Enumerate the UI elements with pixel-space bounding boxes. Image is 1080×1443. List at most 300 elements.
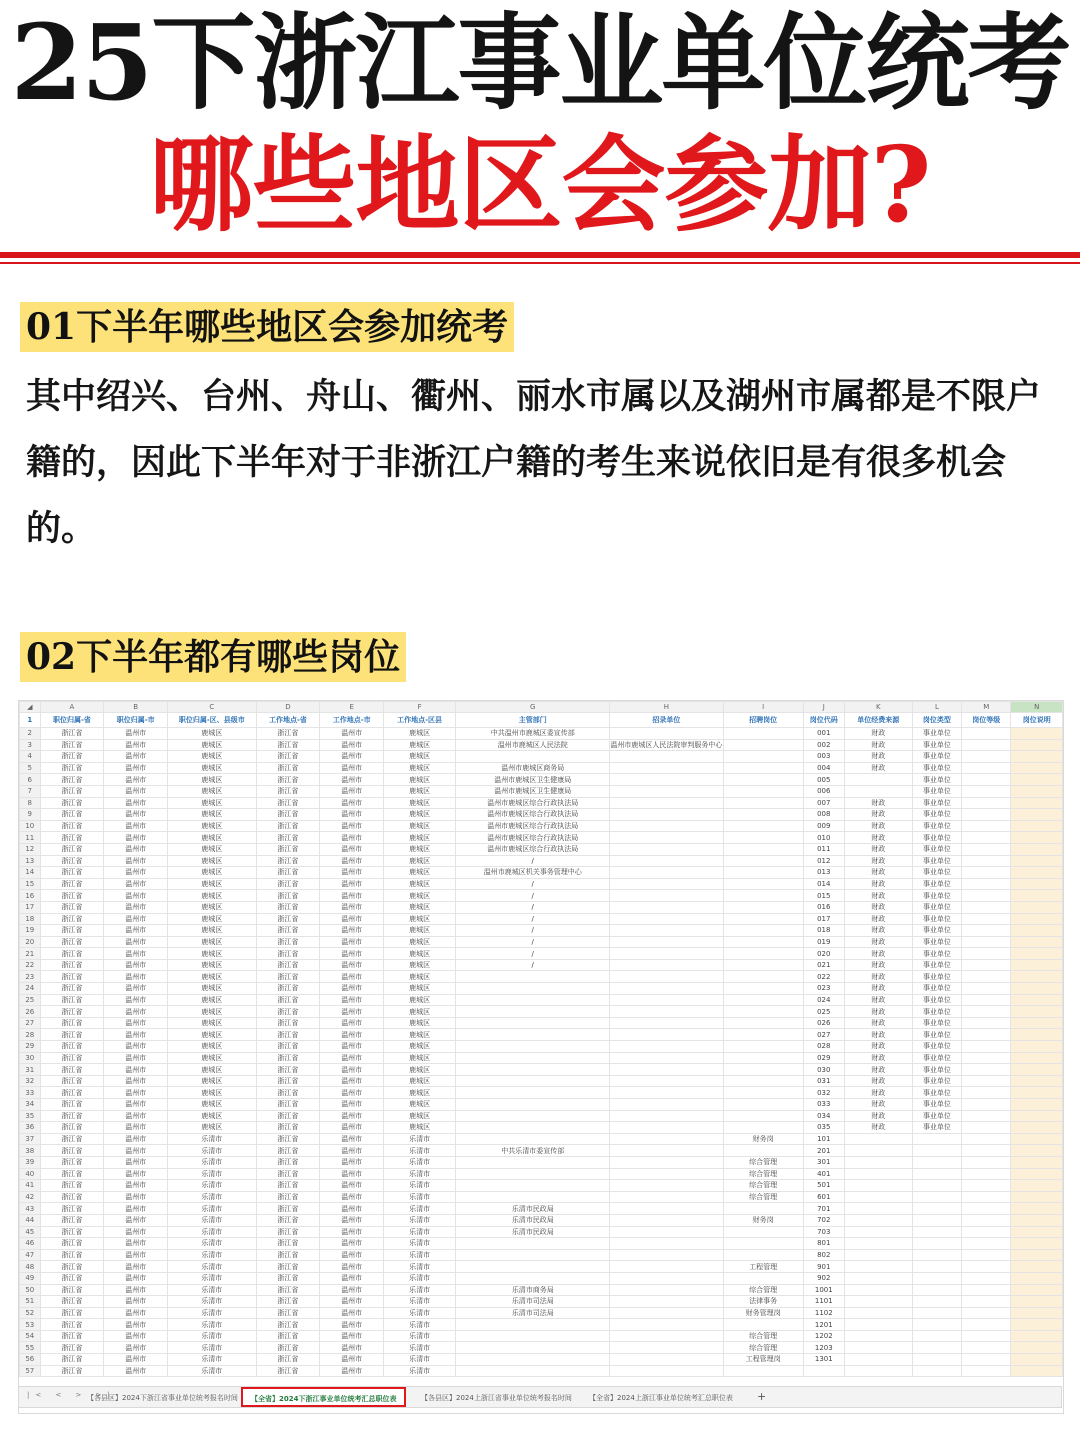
table-cell[interactable] <box>844 1261 912 1273</box>
table-cell[interactable] <box>1011 1319 1063 1331</box>
table-cell[interactable] <box>1011 1133 1063 1145</box>
row-number[interactable]: 55 <box>20 1342 41 1354</box>
table-cell[interactable] <box>1011 797 1063 809</box>
table-cell[interactable] <box>1011 1307 1063 1319</box>
table-cell[interactable] <box>844 1307 912 1319</box>
table-cell[interactable] <box>912 1330 961 1342</box>
table-cell[interactable]: 财政 <box>844 797 912 809</box>
table-cell[interactable]: 鹿城区 <box>384 785 456 797</box>
table-cell[interactable] <box>456 1006 610 1018</box>
table-cell[interactable] <box>1011 971 1063 983</box>
table-cell[interactable]: 乐清市 <box>168 1342 256 1354</box>
table-cell[interactable]: 浙江省 <box>40 1099 104 1111</box>
table-cell[interactable]: 浙江省 <box>256 1122 320 1134</box>
column-letter-E[interactable]: E <box>320 702 384 713</box>
table-cell[interactable] <box>912 1284 961 1296</box>
table-cell[interactable] <box>912 1180 961 1192</box>
table-cell[interactable]: 浙江省 <box>256 1319 320 1331</box>
table-cell[interactable]: 浙江省 <box>256 925 320 937</box>
table-cell[interactable]: 010 <box>803 832 844 844</box>
table-cell[interactable]: 乐清市 <box>384 1168 456 1180</box>
table-cell[interactable]: 浙江省 <box>40 1354 104 1366</box>
table-cell[interactable] <box>912 1191 961 1203</box>
table-cell[interactable]: 乐清市 <box>168 1180 256 1192</box>
table-cell[interactable] <box>844 1365 912 1377</box>
table-cell[interactable] <box>610 959 723 971</box>
table-cell[interactable]: 浙江省 <box>256 1354 320 1366</box>
table-cell[interactable] <box>610 878 723 890</box>
table-cell[interactable] <box>1011 809 1063 821</box>
table-cell[interactable]: 乐清市 <box>384 1354 456 1366</box>
table-cell[interactable] <box>723 785 803 797</box>
table-cell[interactable]: 003 <box>803 751 844 763</box>
table-cell[interactable]: 乐清市 <box>168 1296 256 1308</box>
table-cell[interactable]: 温州市 <box>104 739 168 751</box>
table-cell[interactable]: 乐清市 <box>168 1272 256 1284</box>
table-cell[interactable]: 浙江省 <box>40 913 104 925</box>
table-cell[interactable]: 鹿城区 <box>384 936 456 948</box>
table-cell[interactable]: 温州市 <box>320 1365 384 1377</box>
table-cell[interactable]: 浙江省 <box>256 936 320 948</box>
table-cell[interactable]: 1001 <box>803 1284 844 1296</box>
table-cell[interactable]: 鹿城区 <box>384 1041 456 1053</box>
table-cell[interactable]: 鹿城区 <box>168 983 256 995</box>
table-cell[interactable] <box>962 1249 1011 1261</box>
column-letter-H[interactable]: H <box>610 702 723 713</box>
table-cell[interactable] <box>962 1145 1011 1157</box>
table-cell[interactable]: 财政 <box>844 751 912 763</box>
row-number[interactable]: 32 <box>20 1075 41 1087</box>
table-cell[interactable]: 财政 <box>844 913 912 925</box>
row-number[interactable]: 44 <box>20 1214 41 1226</box>
table-cell[interactable]: 事业单位 <box>912 867 961 879</box>
table-cell[interactable]: 工程管理 <box>723 1261 803 1273</box>
table-cell[interactable]: 温州市 <box>104 878 168 890</box>
table-cell[interactable]: 鹿城区 <box>168 913 256 925</box>
table-cell[interactable]: 浙江省 <box>40 878 104 890</box>
table-cell[interactable] <box>610 1307 723 1319</box>
table-cell[interactable] <box>456 1041 610 1053</box>
table-cell[interactable] <box>962 1075 1011 1087</box>
row-number[interactable]: 5 <box>20 762 41 774</box>
table-cell[interactable] <box>723 971 803 983</box>
table-cell[interactable] <box>962 1180 1011 1192</box>
row-number[interactable]: 47 <box>20 1249 41 1261</box>
table-cell[interactable]: 鹿城区 <box>168 1110 256 1122</box>
table-cell[interactable]: 财政 <box>844 948 912 960</box>
table-cell[interactable] <box>723 1041 803 1053</box>
table-cell[interactable] <box>610 820 723 832</box>
row-number[interactable]: 14 <box>20 867 41 879</box>
table-cell[interactable] <box>723 843 803 855</box>
table-cell[interactable] <box>962 1110 1011 1122</box>
row-number[interactable]: 3 <box>20 739 41 751</box>
table-cell[interactable] <box>962 1029 1011 1041</box>
table-cell[interactable]: 401 <box>803 1168 844 1180</box>
table-cell[interactable]: 温州市 <box>104 809 168 821</box>
table-cell[interactable] <box>1011 1052 1063 1064</box>
table-cell[interactable] <box>456 1330 610 1342</box>
table-cell[interactable]: 温州市鹿城区人民法院审判服务中心 <box>610 740 723 749</box>
table-cell[interactable]: 温州市 <box>320 832 384 844</box>
table-cell[interactable]: 浙江省 <box>40 1087 104 1099</box>
column-header[interactable]: 招录单位 <box>610 713 723 728</box>
table-cell[interactable] <box>723 1249 803 1261</box>
table-cell[interactable]: 浙江省 <box>40 832 104 844</box>
row-number[interactable]: 46 <box>20 1238 41 1250</box>
table-cell[interactable]: 鹿城区 <box>384 820 456 832</box>
table-cell[interactable]: 温州市 <box>104 1319 168 1331</box>
table-cell[interactable]: 浙江省 <box>40 739 104 751</box>
table-cell[interactable]: 802 <box>803 1249 844 1261</box>
table-cell[interactable]: 财政 <box>844 1017 912 1029</box>
table-cell[interactable]: 鹿城区 <box>384 948 456 960</box>
table-cell[interactable] <box>962 1191 1011 1203</box>
table-cell[interactable]: 浙江省 <box>256 728 320 740</box>
table-cell[interactable] <box>962 1238 1011 1250</box>
table-cell[interactable] <box>610 1041 723 1053</box>
table-cell[interactable] <box>1011 1296 1063 1308</box>
column-header[interactable]: 职位归属-省 <box>40 713 104 728</box>
table-cell[interactable] <box>962 1330 1011 1342</box>
table-cell[interactable]: 财务管理岗 <box>723 1307 803 1319</box>
table-cell[interactable]: 浙江省 <box>256 774 320 786</box>
table-cell[interactable] <box>844 1145 912 1157</box>
row-number[interactable]: 40 <box>20 1168 41 1180</box>
table-cell[interactable] <box>610 1075 723 1087</box>
table-cell[interactable]: 浙江省 <box>40 1226 104 1238</box>
table-cell[interactable] <box>962 994 1011 1006</box>
table-cell[interactable] <box>962 1342 1011 1354</box>
table-cell[interactable] <box>610 843 723 855</box>
table-cell[interactable] <box>723 948 803 960</box>
table-cell[interactable]: 鹿城区 <box>168 774 256 786</box>
table-cell[interactable]: 008 <box>803 809 844 821</box>
table-cell[interactable] <box>962 959 1011 971</box>
table-cell[interactable] <box>1011 913 1063 925</box>
column-letter-C[interactable]: C <box>168 702 256 713</box>
table-cell[interactable]: 浙江省 <box>256 1272 320 1284</box>
table-cell[interactable]: 浙江省 <box>256 1180 320 1192</box>
table-cell[interactable]: 乐清市 <box>384 1365 456 1377</box>
table-cell[interactable]: 事业单位 <box>912 762 961 774</box>
table-cell[interactable] <box>1011 762 1063 774</box>
table-cell[interactable]: 综合管理 <box>723 1330 803 1342</box>
table-cell[interactable]: 财政 <box>844 1087 912 1099</box>
table-cell[interactable]: 鹿城区 <box>168 936 256 948</box>
table-cell[interactable] <box>610 901 723 913</box>
table-cell[interactable] <box>962 1168 1011 1180</box>
table-cell[interactable] <box>1011 878 1063 890</box>
table-cell[interactable]: 财政 <box>844 971 912 983</box>
table-cell[interactable]: 鹿城区 <box>384 1087 456 1099</box>
table-cell[interactable] <box>962 797 1011 809</box>
table-cell[interactable]: 027 <box>803 1029 844 1041</box>
table-cell[interactable]: 温州市 <box>104 728 168 740</box>
table-cell[interactable] <box>1011 1191 1063 1203</box>
table-cell[interactable] <box>610 1087 723 1099</box>
table-cell[interactable]: 事业单位 <box>912 925 961 937</box>
table-cell[interactable]: 鹿城区 <box>168 1017 256 1029</box>
table-cell[interactable]: 浙江省 <box>256 1214 320 1226</box>
table-cell[interactable]: 034 <box>803 1110 844 1122</box>
table-cell[interactable]: 事业单位 <box>912 820 961 832</box>
table-cell[interactable]: 财务岗 <box>723 1133 803 1145</box>
table-cell[interactable]: 鹿城区 <box>384 797 456 809</box>
table-cell[interactable] <box>610 1284 723 1296</box>
table-cell[interactable]: 鹿城区 <box>168 1006 256 1018</box>
table-cell[interactable] <box>912 1168 961 1180</box>
table-cell[interactable]: 综合管理 <box>723 1168 803 1180</box>
row-number[interactable]: 6 <box>20 774 41 786</box>
table-cell[interactable]: 中共温州市鹿城区委宣传部 <box>456 728 610 740</box>
table-cell[interactable]: 财政 <box>844 890 912 902</box>
table-cell[interactable]: 鹿城区 <box>384 809 456 821</box>
table-cell[interactable]: 事业单位 <box>912 948 961 960</box>
row-number[interactable]: 9 <box>20 809 41 821</box>
table-cell[interactable]: 事业单位 <box>912 878 961 890</box>
column-header[interactable]: 岗位等级 <box>962 713 1011 728</box>
column-letter-M[interactable]: M <box>962 702 1011 713</box>
table-cell[interactable]: 鹿城区 <box>168 925 256 937</box>
table-cell[interactable] <box>1011 1214 1063 1226</box>
table-cell[interactable]: 浙江省 <box>256 1249 320 1261</box>
table-cell[interactable] <box>962 983 1011 995</box>
row-number[interactable]: 28 <box>20 1029 41 1041</box>
table-cell[interactable] <box>912 1319 961 1331</box>
table-cell[interactable] <box>723 1226 803 1238</box>
table-cell[interactable]: 温州市 <box>104 959 168 971</box>
column-header[interactable]: 岗位代码 <box>803 713 844 728</box>
table-cell[interactable]: 温州市 <box>104 1041 168 1053</box>
table-cell[interactable] <box>723 1052 803 1064</box>
table-cell[interactable]: 009 <box>803 820 844 832</box>
table-cell[interactable]: 浙江省 <box>40 1064 104 1076</box>
table-cell[interactable]: 031 <box>803 1075 844 1087</box>
table-cell[interactable]: 鹿城区 <box>168 867 256 879</box>
table-cell[interactable] <box>1011 1064 1063 1076</box>
table-cell[interactable]: 综合管理 <box>723 1191 803 1203</box>
table-cell[interactable]: 财政 <box>844 867 912 879</box>
table-cell[interactable] <box>1011 959 1063 971</box>
table-cell[interactable] <box>610 1110 723 1122</box>
table-cell[interactable]: 事业单位 <box>912 1110 961 1122</box>
column-header[interactable]: 工作地点-区县 <box>384 713 456 728</box>
table-cell[interactable]: 温州市 <box>104 1099 168 1111</box>
table-cell[interactable] <box>610 1064 723 1076</box>
table-cell[interactable]: 鹿城区 <box>384 901 456 913</box>
table-cell[interactable]: 浙江省 <box>256 913 320 925</box>
table-cell[interactable]: 工程管理岗 <box>723 1354 803 1366</box>
table-cell[interactable] <box>456 1180 610 1192</box>
column-letter-J[interactable]: J <box>803 702 844 713</box>
table-cell[interactable]: 乐清市民政局 <box>456 1226 610 1238</box>
table-cell[interactable]: 温州市 <box>320 1052 384 1064</box>
table-cell[interactable]: 事业单位 <box>912 901 961 913</box>
table-cell[interactable]: / <box>456 936 610 948</box>
table-cell[interactable]: 温州市 <box>320 1284 384 1296</box>
table-cell[interactable]: 温州市 <box>104 1226 168 1238</box>
table-cell[interactable]: 浙江省 <box>256 855 320 867</box>
table-cell[interactable]: 浙江省 <box>40 936 104 948</box>
table-cell[interactable]: 温州市 <box>104 1133 168 1145</box>
table-cell[interactable] <box>723 1006 803 1018</box>
table-cell[interactable]: 温州市 <box>104 901 168 913</box>
table-cell[interactable] <box>610 728 723 740</box>
table-cell[interactable]: 鹿城区 <box>168 1122 256 1134</box>
table-cell[interactable]: 702 <box>803 1214 844 1226</box>
table-cell[interactable]: 浙江省 <box>40 774 104 786</box>
column-letter-F[interactable]: F <box>384 702 456 713</box>
table-cell[interactable]: 事业单位 <box>912 774 961 786</box>
table-cell[interactable]: 温州市 <box>320 1168 384 1180</box>
table-cell[interactable]: 温州市 <box>320 1319 384 1331</box>
table-cell[interactable] <box>962 925 1011 937</box>
table-cell[interactable] <box>610 1249 723 1261</box>
table-cell[interactable] <box>1011 1041 1063 1053</box>
table-cell[interactable]: 鹿城区 <box>384 913 456 925</box>
row-number[interactable]: 22 <box>20 959 41 971</box>
table-cell[interactable]: 温州市 <box>320 1180 384 1192</box>
table-cell[interactable] <box>962 971 1011 983</box>
table-cell[interactable]: 财政 <box>844 878 912 890</box>
table-cell[interactable] <box>962 739 1011 751</box>
row-number[interactable]: 2 <box>20 728 41 740</box>
table-cell[interactable]: 事业单位 <box>912 1075 961 1087</box>
table-cell[interactable] <box>1011 1087 1063 1099</box>
table-cell[interactable]: 浙江省 <box>256 1064 320 1076</box>
table-cell[interactable]: 综合管理 <box>723 1284 803 1296</box>
table-cell[interactable]: 乐清市 <box>168 1156 256 1168</box>
table-cell[interactable]: 温州市 <box>320 1307 384 1319</box>
table-cell[interactable] <box>723 994 803 1006</box>
table-cell[interactable] <box>1011 1238 1063 1250</box>
column-letter-D[interactable]: D <box>256 702 320 713</box>
table-cell[interactable]: / <box>456 890 610 902</box>
table-cell[interactable]: 032 <box>803 1087 844 1099</box>
table-cell[interactable]: 鹿城区 <box>168 809 256 821</box>
table-cell[interactable]: 温州市 <box>104 1052 168 1064</box>
table-cell[interactable] <box>610 1226 723 1238</box>
table-cell[interactable] <box>610 1203 723 1215</box>
table-cell[interactable]: 浙江省 <box>256 1238 320 1250</box>
table-cell[interactable] <box>844 1272 912 1284</box>
table-cell[interactable]: 温州市 <box>104 1272 168 1284</box>
table-cell[interactable]: 浙江省 <box>256 1330 320 1342</box>
table-cell[interactable] <box>912 1238 961 1250</box>
table-cell[interactable]: 温州市 <box>320 1214 384 1226</box>
table-cell[interactable] <box>1011 1226 1063 1238</box>
table-cell[interactable]: 事业单位 <box>912 797 961 809</box>
table-cell[interactable] <box>912 1145 961 1157</box>
table-cell[interactable]: 温州市鹿城区卫生健康局 <box>456 785 610 797</box>
table-cell[interactable]: 浙江省 <box>40 1214 104 1226</box>
table-cell[interactable]: 温州市 <box>104 843 168 855</box>
table-cell[interactable]: 财政 <box>844 809 912 821</box>
table-cell[interactable]: 005 <box>803 774 844 786</box>
table-cell[interactable]: 乐清市司法局 <box>456 1307 610 1319</box>
table-cell[interactable] <box>456 1133 610 1145</box>
column-header[interactable]: 岗位类型 <box>912 713 961 728</box>
table-cell[interactable]: 浙江省 <box>256 1203 320 1215</box>
table-cell[interactable] <box>844 1319 912 1331</box>
table-cell[interactable] <box>610 1017 723 1029</box>
row-number[interactable]: 41 <box>20 1180 41 1192</box>
table-cell[interactable]: 浙江省 <box>256 1145 320 1157</box>
table-cell[interactable] <box>844 1214 912 1226</box>
table-cell[interactable]: 温州市 <box>320 890 384 902</box>
table-cell[interactable]: 浙江省 <box>256 1284 320 1296</box>
table-cell[interactable]: 鹿城区 <box>384 1064 456 1076</box>
table-cell[interactable]: 温州市 <box>320 994 384 1006</box>
table-cell[interactable] <box>962 1214 1011 1226</box>
table-cell[interactable]: 温州市 <box>104 1238 168 1250</box>
table-cell[interactable] <box>610 936 723 948</box>
table-cell[interactable]: 浙江省 <box>40 728 104 740</box>
table-cell[interactable] <box>1011 1272 1063 1284</box>
table-cell[interactable] <box>844 1180 912 1192</box>
table-cell[interactable]: 温州市 <box>320 1064 384 1076</box>
table-cell[interactable]: 事业单位 <box>912 832 961 844</box>
table-cell[interactable]: 事业单位 <box>912 936 961 948</box>
table-cell[interactable]: 事业单位 <box>912 1064 961 1076</box>
table-cell[interactable]: 温州市 <box>320 762 384 774</box>
table-cell[interactable]: 浙江省 <box>40 901 104 913</box>
table-cell[interactable]: 温州市 <box>320 739 384 751</box>
table-cell[interactable]: 013 <box>803 867 844 879</box>
table-cell[interactable] <box>803 1365 844 1377</box>
table-cell[interactable]: 浙江省 <box>40 1191 104 1203</box>
table-cell[interactable]: 温州市 <box>320 1145 384 1157</box>
table-cell[interactable]: 乐清市 <box>384 1145 456 1157</box>
sheet-tab-1[interactable]: 【各县区】2024下浙江省事业单位统考报名时间 <box>87 1394 238 1402</box>
table-cell[interactable]: 029 <box>803 1052 844 1064</box>
table-cell[interactable] <box>962 1087 1011 1099</box>
table-cell[interactable] <box>723 1075 803 1087</box>
table-cell[interactable] <box>456 1075 610 1087</box>
table-cell[interactable]: 浙江省 <box>40 959 104 971</box>
table-cell[interactable]: 浙江省 <box>256 1017 320 1029</box>
table-cell[interactable] <box>456 983 610 995</box>
row-number[interactable]: 11 <box>20 832 41 844</box>
table-cell[interactable]: 浙江省 <box>40 1133 104 1145</box>
table-cell[interactable]: 温州市 <box>320 1029 384 1041</box>
table-cell[interactable]: 浙江省 <box>40 890 104 902</box>
table-cell[interactable] <box>844 1156 912 1168</box>
table-cell[interactable]: 温州市 <box>320 983 384 995</box>
table-cell[interactable]: 温州市 <box>104 948 168 960</box>
table-cell[interactable]: 鹿城区 <box>384 832 456 844</box>
table-cell[interactable]: 鹿城区 <box>168 1041 256 1053</box>
row-number[interactable]: 49 <box>20 1272 41 1284</box>
table-cell[interactable]: 事业单位 <box>912 1006 961 1018</box>
table-cell[interactable]: 温州市 <box>320 959 384 971</box>
table-cell[interactable]: 鹿城区 <box>168 1052 256 1064</box>
table-cell[interactable]: 温州市 <box>104 1354 168 1366</box>
sheet-tab-4[interactable]: 【全省】2024上浙江事业单位统考汇总职位表 <box>589 1394 733 1402</box>
table-cell[interactable] <box>844 1354 912 1366</box>
table-cell[interactable] <box>723 925 803 937</box>
table-cell[interactable]: 鹿城区 <box>384 1029 456 1041</box>
table-cell[interactable]: 温州市 <box>104 797 168 809</box>
table-cell[interactable]: 浙江省 <box>40 1238 104 1250</box>
table-cell[interactable] <box>1011 948 1063 960</box>
table-cell[interactable]: 鹿城区 <box>384 855 456 867</box>
table-cell[interactable]: 035 <box>803 1122 844 1134</box>
table-cell[interactable] <box>912 1261 961 1273</box>
table-cell[interactable]: 鹿城区 <box>168 1064 256 1076</box>
table-cell[interactable]: 温州市 <box>104 1087 168 1099</box>
